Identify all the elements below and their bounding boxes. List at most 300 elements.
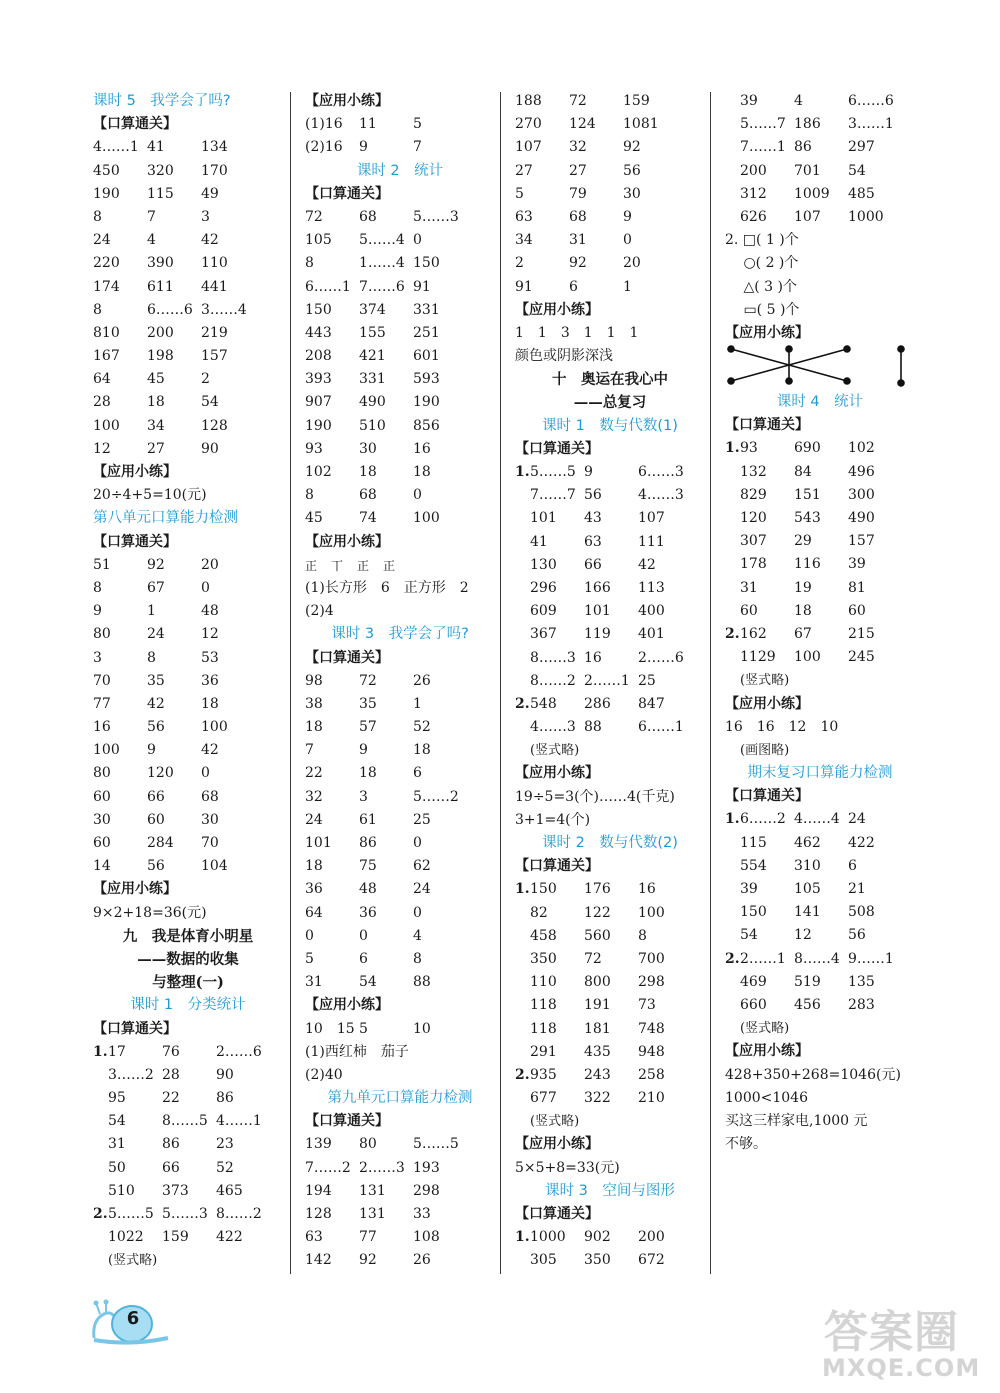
- answer-cell: 283: [848, 996, 875, 1013]
- indent-spacer: [725, 646, 740, 669]
- answer-cell: 139: [305, 1136, 332, 1153]
- answer-cell: 131: [359, 1182, 386, 1199]
- answer-cell: 95: [108, 1090, 126, 1107]
- indent-spacer: [725, 924, 740, 947]
- answer-row: [515, 160, 705, 183]
- answer-cell: 300: [848, 486, 875, 503]
- answer-cell: 39: [740, 93, 758, 109]
- answer-cell: 107: [638, 510, 665, 527]
- answer-cell: 1129: [740, 649, 776, 666]
- answer-row: [725, 901, 915, 924]
- section-label: 【应用小练】: [725, 324, 809, 341]
- answer-row: [305, 971, 495, 994]
- answer-cell: 907: [305, 394, 332, 411]
- answer-row: [93, 554, 283, 577]
- answer-cell: 5: [359, 1020, 368, 1037]
- answer-cell: 28: [162, 1066, 180, 1083]
- answer-cell: 56: [147, 719, 165, 736]
- answer-cell: 101: [584, 603, 611, 620]
- indent-spacer: [515, 531, 530, 554]
- answer-cell: 5……2: [413, 788, 459, 805]
- answer-cell: 68: [569, 208, 587, 225]
- answer-cell: 31: [569, 232, 587, 249]
- answer-cell: 35: [147, 672, 165, 689]
- answer-cell: 2……3: [359, 1159, 405, 1176]
- answer-cell: 64: [93, 371, 111, 388]
- answer-cell: 79: [569, 185, 587, 202]
- answer-cell: 18: [305, 858, 323, 875]
- answer-cell: 151: [794, 486, 821, 503]
- answer-row: [305, 438, 495, 461]
- answer-cell: 128: [305, 1206, 332, 1222]
- answer-row: [305, 855, 495, 878]
- answer-cell: 8……3: [530, 649, 576, 666]
- answer-cell: 68: [359, 487, 377, 504]
- answer-cell: 72: [569, 93, 587, 109]
- indent-spacer: [725, 855, 740, 878]
- answer-cell: 12: [93, 440, 111, 457]
- answer-cell: 88: [413, 974, 431, 991]
- indent-spacer: [725, 832, 740, 855]
- answer-cell: 322: [584, 1090, 611, 1107]
- item-number: 2.: [725, 625, 740, 642]
- answer-cell: 45: [305, 510, 323, 527]
- answer-row: [725, 646, 915, 669]
- answer-row: [305, 832, 495, 855]
- answer-cell: 142: [305, 1252, 332, 1269]
- tally-mark: 丅: [331, 558, 344, 573]
- answer-cell: 54: [359, 974, 377, 991]
- column-divider: [290, 92, 291, 1274]
- answer-cell: 41: [147, 139, 165, 156]
- note-text: (竖式略): [740, 1021, 790, 1037]
- answer-row: [725, 808, 915, 831]
- answer-cell: 45: [147, 371, 165, 388]
- answer-cell: 77: [93, 695, 111, 712]
- answer-row: [93, 1157, 283, 1180]
- unit-heading: 与整理(一): [152, 974, 224, 992]
- answer-column-4: [725, 90, 915, 1156]
- answer-cell: 4: [147, 232, 156, 249]
- answer-cell: 60: [147, 811, 165, 828]
- answer-cell: 856: [413, 417, 440, 434]
- indent-spacer: [515, 670, 530, 693]
- answer-cell: 7: [147, 208, 156, 225]
- answer-text: 不够。: [725, 1136, 767, 1153]
- answer-cell: 593: [413, 371, 440, 388]
- answer-row: [515, 1018, 705, 1041]
- answer-cell: 77: [359, 1229, 377, 1246]
- answer-cell: 350: [530, 950, 557, 967]
- answer-cell: 20: [201, 556, 219, 573]
- answer-cell: 30: [201, 811, 219, 828]
- answer-cell: 90: [201, 440, 219, 457]
- answer-cell: 1……4: [359, 255, 405, 272]
- answer-cell: 72: [359, 672, 377, 689]
- indent-spacer: [515, 971, 530, 994]
- answer-cell: 548: [530, 695, 557, 712]
- answer-cell: 150: [530, 881, 557, 898]
- answer-cell: 297: [848, 139, 875, 156]
- answer-cell: 82: [530, 904, 548, 921]
- answer-row: [93, 136, 283, 159]
- answer-cell: 17: [108, 1043, 126, 1060]
- answer-cell: 12: [794, 927, 812, 944]
- answer-cell: 18: [147, 394, 165, 411]
- answer-row: [305, 136, 495, 159]
- answer-cell: 496: [848, 463, 875, 480]
- answer-cell: 490: [359, 394, 386, 411]
- answer-cell: 24: [848, 811, 866, 828]
- answer-row: [515, 554, 705, 577]
- answer-cell: 27: [147, 440, 165, 457]
- answer-cell: 18: [201, 695, 219, 712]
- answer-cell: 200: [638, 1229, 665, 1246]
- answer-cell: 11: [359, 116, 377, 133]
- answer-row: [93, 647, 283, 670]
- answer-cell: 435: [584, 1043, 611, 1060]
- tally-marks: [305, 554, 495, 577]
- answer-cell: 72: [584, 950, 602, 967]
- answer-cell: 374: [359, 301, 386, 318]
- answer-cell: 9……1: [848, 950, 894, 967]
- indent-spacer: [515, 577, 530, 600]
- answer-row: [305, 113, 495, 136]
- answer-cell: 30: [359, 440, 377, 457]
- answer-cell: 6……6: [848, 93, 894, 109]
- answer-row: [93, 252, 283, 275]
- answer-cell: 90: [216, 1066, 234, 1083]
- answer-row: [305, 1180, 495, 1203]
- answer-cell: 54: [108, 1113, 126, 1130]
- answer-cell: 28: [93, 394, 111, 411]
- answer-row: [93, 299, 283, 322]
- answer-cell: 42: [147, 695, 165, 712]
- answer-cell: 12: [201, 626, 219, 643]
- answer-row: [305, 1249, 495, 1272]
- answer-cell: 130: [530, 556, 557, 573]
- answer-cell: 56: [584, 487, 602, 504]
- answer-cell: 35: [359, 695, 377, 712]
- answer-cell: 331: [359, 371, 386, 388]
- answer-cell: 6……2: [740, 811, 786, 828]
- answer-cell: 43: [584, 510, 602, 527]
- answer-cell: 16: [638, 881, 656, 898]
- answer-row: [93, 415, 283, 438]
- answer-cell: 7……7: [530, 487, 576, 504]
- answer-cell: 124: [569, 116, 596, 133]
- answer-cell: 6: [413, 765, 422, 782]
- note-text: (竖式略): [108, 1253, 158, 1269]
- answer-cell: 32: [305, 788, 323, 805]
- indent-spacer: [515, 994, 530, 1017]
- answer-cell: 75: [359, 858, 377, 875]
- answer-cell: 4……1: [93, 139, 139, 156]
- note-text: (竖式略): [530, 1114, 580, 1130]
- answer-row: [515, 878, 705, 901]
- answer-cell: 194: [305, 1182, 332, 1199]
- answer-cell: 111: [638, 533, 665, 550]
- answer-cell: 174: [93, 278, 120, 295]
- section-label: 【口算通关】: [93, 533, 177, 550]
- answer-cell: 115: [740, 834, 767, 851]
- answer-row: [93, 1110, 283, 1133]
- answer-cell: 72: [305, 208, 323, 225]
- answer-cell: 31: [305, 974, 323, 991]
- answer-cell: 141: [794, 904, 821, 921]
- answer-cell: 60: [740, 602, 758, 619]
- answer-cell: 0: [201, 579, 210, 596]
- answer-cell: 5: [305, 950, 314, 967]
- answer-cell: 118: [530, 1020, 557, 1037]
- answer-cell: 105: [794, 881, 821, 897]
- unit-heading: 十 奥运在我心中: [552, 371, 668, 389]
- answer-row: [515, 484, 705, 507]
- answer-row: [305, 925, 495, 948]
- answer-cell: 9: [359, 139, 368, 156]
- answer-cell: 672: [638, 1252, 665, 1269]
- section-label: 【口算通关】: [305, 649, 389, 666]
- answer-row: [515, 925, 705, 948]
- answer-cell: 251: [413, 324, 440, 341]
- answer-row: [515, 1041, 705, 1064]
- answer-cell: 829: [740, 486, 767, 503]
- answer-cell: 134: [201, 139, 228, 156]
- answer-cell: 450: [93, 162, 120, 179]
- answer-row: [515, 600, 705, 623]
- answer-cell: 305: [530, 1252, 557, 1269]
- answer-row: [515, 1087, 705, 1110]
- answer-row: [515, 90, 705, 113]
- answer-cell: 88: [584, 719, 602, 736]
- answer-cell: 298: [413, 1182, 440, 1199]
- answer-cell: 155: [359, 324, 386, 341]
- note-text: (画图略): [740, 742, 790, 758]
- answer-cell: 390: [147, 255, 174, 272]
- answer-cell: 131: [359, 1206, 386, 1222]
- indent-spacer: [725, 461, 740, 484]
- answer-row: [93, 1041, 283, 1064]
- answer-text: (2)40: [305, 1066, 343, 1083]
- answer-cell: 5……5: [413, 1136, 459, 1153]
- answer-row: [93, 160, 283, 183]
- answer-cell: 86: [216, 1090, 234, 1107]
- answer-row: [93, 229, 283, 252]
- answer-cell: 26: [413, 1252, 431, 1269]
- indent-spacer: [725, 113, 740, 136]
- answer-cell: 0: [413, 904, 422, 921]
- answer-row: [305, 1203, 495, 1226]
- answer-cell: 307: [740, 533, 767, 550]
- answer-cell: 626: [740, 208, 767, 225]
- answer-cell: 400: [638, 603, 665, 620]
- answer-row: [305, 252, 495, 275]
- answer-cell: 0: [305, 927, 314, 944]
- indent-spacer: [725, 971, 740, 994]
- answer-text: 9×2+18=36(元): [93, 904, 207, 921]
- section-label: 【应用小练】: [93, 464, 177, 480]
- section-label: 【口算通关】: [305, 185, 389, 202]
- tally-mark: 正: [383, 558, 396, 573]
- answer-cell: 8……4: [794, 950, 840, 967]
- answer-cell: 2: [515, 255, 524, 272]
- answer-row: [93, 1133, 283, 1156]
- answer-cell: 27: [569, 162, 587, 179]
- answer-row: [515, 113, 705, 136]
- tally-mark: 正: [305, 558, 318, 573]
- answer-cell: 16: [413, 440, 431, 457]
- answer-cell: 170: [201, 162, 228, 179]
- answer-cell: 18: [794, 602, 812, 619]
- answer-cell: 81: [848, 579, 866, 596]
- answer-cell: 0: [413, 835, 422, 851]
- section-label: 【口算通关】: [515, 440, 599, 457]
- answer-cell: 92: [147, 556, 165, 573]
- answer-cell: 401: [638, 626, 665, 643]
- answer-cell: 560: [584, 927, 611, 944]
- answer-cell: 63: [305, 1229, 323, 1246]
- answer-row: [515, 507, 705, 530]
- section-title: 课时 3 空间与图形: [545, 1182, 675, 1199]
- section-label: 【口算通关】: [515, 858, 599, 875]
- indent-spacer: [725, 553, 740, 576]
- answer-row: [305, 229, 495, 252]
- answer-cell: 16: [93, 719, 111, 736]
- answer-cell: 296: [530, 579, 557, 596]
- answer-cell: 8……5: [162, 1113, 208, 1130]
- answer-cell: 350: [584, 1252, 611, 1269]
- answer-cell: 373: [162, 1182, 189, 1199]
- answer-row: [305, 345, 495, 368]
- section-label: 【应用小练】: [305, 533, 389, 550]
- answer-cell: 7……2: [305, 1159, 351, 1176]
- item-number: 2.: [515, 695, 530, 712]
- answer-cell: 6……1: [638, 719, 684, 736]
- watermark-bottom: MXQE.COM: [822, 1354, 981, 1382]
- answer-cell: 91: [413, 278, 431, 295]
- item-number: 1.: [93, 1043, 108, 1060]
- answer-cell: 86: [794, 139, 812, 156]
- answer-cell: 310: [794, 857, 821, 874]
- answer-cell: 677: [530, 1090, 557, 1107]
- answer-cell: 110: [201, 255, 228, 272]
- answer-row: [725, 971, 915, 994]
- answer-cell: 18: [359, 765, 377, 782]
- answer-row: [515, 461, 705, 484]
- answer-row: [93, 623, 283, 646]
- answer-cell: 2: [201, 371, 210, 388]
- indent-spacer: [93, 1064, 108, 1087]
- answer-cell: 3……1: [848, 116, 894, 133]
- section-title: 课时 3 我学会了吗?: [331, 626, 469, 643]
- answer-cell: 104: [201, 858, 228, 875]
- answer-cell: 49: [201, 185, 219, 202]
- answer-cell: 519: [794, 973, 821, 990]
- answer-cell: 220: [93, 255, 120, 272]
- answer-row: [93, 1203, 283, 1226]
- answer-cell: 107: [794, 208, 821, 225]
- answer-row: [305, 461, 495, 484]
- line-drawing-figure: [725, 345, 915, 391]
- answer-cell: 485: [848, 185, 875, 202]
- answer-text: 颜色或阴影深浅: [515, 348, 613, 365]
- page-number: 6: [126, 1308, 140, 1329]
- answer-cell: 19: [794, 579, 812, 596]
- answer-cell: 1: [413, 695, 422, 712]
- answer-cell: 91: [515, 278, 533, 295]
- answer-cell: 159: [623, 93, 650, 109]
- answer-row: [725, 600, 915, 623]
- section-label: 【应用小练】: [725, 1043, 809, 1060]
- indent-spacer: [725, 90, 740, 113]
- answer-cell: 0: [623, 232, 632, 249]
- answer-cell: 100: [413, 510, 440, 527]
- section-label: 【应用小练】: [515, 1136, 599, 1153]
- answer-cell: 118: [530, 997, 557, 1014]
- indent-spacer: [515, 902, 530, 925]
- answer-cell: 34: [515, 232, 533, 249]
- answer-cell: 190: [413, 394, 440, 411]
- answer-row: [515, 252, 705, 275]
- answer-text: ▭( 5 )个: [725, 301, 800, 318]
- answer-row: [305, 878, 495, 901]
- answer-cell: 41: [530, 533, 548, 550]
- answer-text: 5×5+8=33(元): [515, 1159, 620, 1176]
- indent-spacer: [725, 577, 740, 600]
- answer-cell: 7: [413, 139, 422, 156]
- answer-row: [93, 1180, 283, 1203]
- answer-cell: 73: [638, 997, 656, 1014]
- indent-spacer: [725, 530, 740, 553]
- answer-text: 20÷4+5=10(元): [93, 487, 207, 504]
- answer-cell: 98: [305, 672, 323, 689]
- section-label: 【口算通关】: [305, 1113, 389, 1130]
- answer-cell: 54: [740, 927, 758, 944]
- indent-spacer: [725, 160, 740, 183]
- answer-cell: 60: [93, 835, 111, 851]
- answer-cell: 1081: [623, 116, 659, 133]
- answer-cell: 70: [201, 835, 219, 851]
- answer-text: △( 3 )个: [725, 278, 797, 295]
- answer-row: [93, 739, 283, 762]
- answer-row: [305, 809, 495, 832]
- answer-cell: 0: [413, 232, 422, 249]
- answer-column-1: [93, 90, 283, 1273]
- indent-spacer: [93, 1157, 108, 1180]
- answer-row: [725, 878, 915, 901]
- answer-cell: 27: [515, 162, 533, 179]
- answer-cell: 6: [359, 950, 368, 967]
- answer-cell: 50: [108, 1159, 126, 1176]
- answer-row: [515, 1064, 705, 1087]
- answer-cell: 3……4: [201, 301, 247, 318]
- answer-row: [515, 716, 705, 739]
- answer-cell: 847: [638, 695, 665, 712]
- answer-row: [515, 948, 705, 971]
- answer-cell: 198: [147, 348, 174, 365]
- indent-spacer: [725, 901, 740, 924]
- answer-cell: 67: [794, 625, 812, 642]
- answer-cell: 9: [93, 603, 102, 620]
- answer-cell: 66: [162, 1159, 180, 1176]
- answer-row: [515, 183, 705, 206]
- answer-cell: 101: [530, 510, 557, 527]
- answer-cell: 10: [413, 1020, 431, 1037]
- answer-cell: 5: [413, 116, 422, 133]
- answer-cell: 56: [147, 858, 165, 875]
- answer-row: [725, 461, 915, 484]
- answer-row: [93, 1064, 283, 1087]
